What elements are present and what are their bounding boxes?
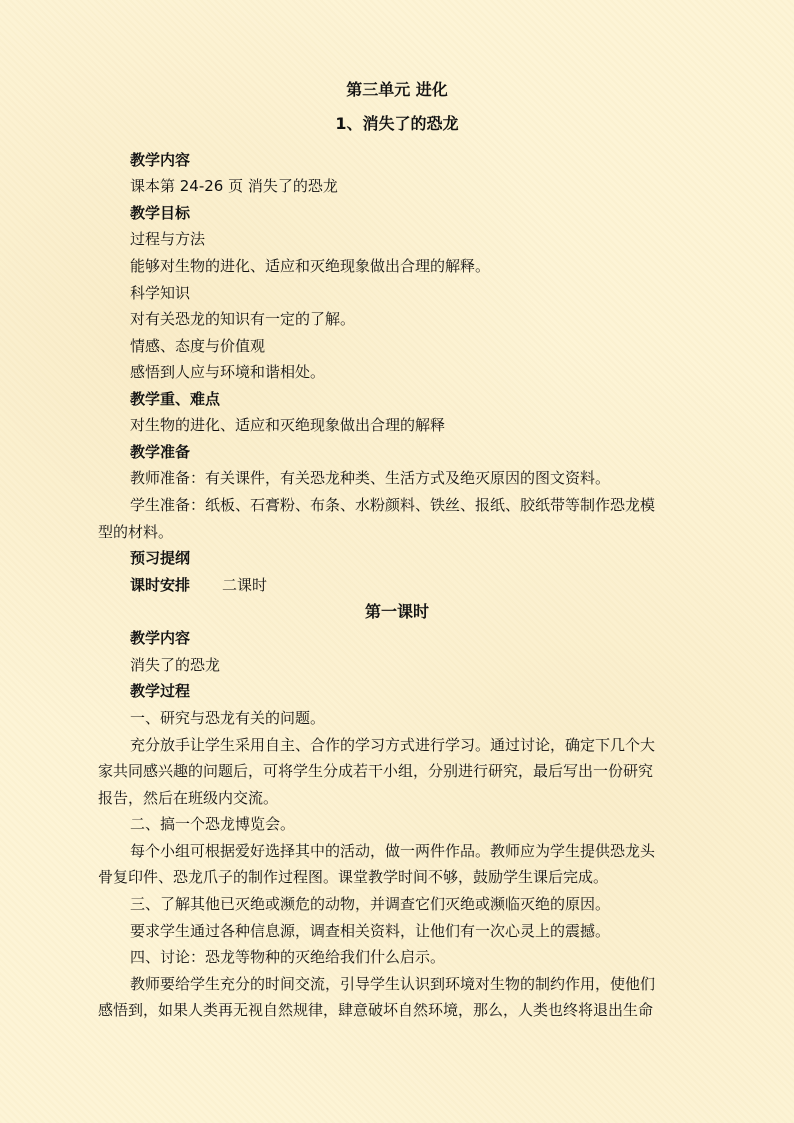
session-content-text: 消失了的恐龙 bbox=[130, 656, 221, 674]
key-points-text: 对生物的进化、适应和灭绝现象做出合理的解释 bbox=[130, 416, 446, 434]
section-heading-preview: 预习提纲 bbox=[130, 549, 191, 567]
section-heading-goals: 教学目标 bbox=[130, 204, 191, 222]
schedule-value: 二课时 bbox=[222, 576, 268, 594]
step-4-title: 四、讨论：恐龙等物种的灭绝给我们什么启示。 bbox=[130, 948, 446, 966]
session-content-heading: 教学内容 bbox=[130, 629, 191, 647]
goal-2-title: 科学知识 bbox=[130, 284, 191, 302]
step-2-paragraph-line-1: 每个小组可根据爱好选择其中的活动，做一两件作品。教师应为学生提供恐龙头 bbox=[130, 842, 656, 860]
step-1-paragraph-line-1: 充分放手让学生采用自主、合作的学习方式进行学习。通过讨论，确定下几个大 bbox=[130, 736, 656, 754]
goal-3-text: 感悟到人应与环境和谐相处。 bbox=[130, 363, 326, 381]
content-text: 课本第 24-26 页 消失了的恐龙 bbox=[130, 177, 338, 195]
step-2-title: 二、搞一个恐龙博览会。 bbox=[130, 815, 296, 833]
prep-student-line-1: 学生准备：纸板、石膏粉、布条、水粉颜料、铁丝、报纸、胶纸带等制作恐龙模 bbox=[130, 496, 656, 514]
step-1-title: 一、研究与恐龙有关的问题。 bbox=[130, 709, 326, 727]
step-2-paragraph-line-2: 骨复印件、恐龙爪子的制作过程图。课堂教学时间不够，鼓励学生课后完成。 bbox=[98, 868, 609, 886]
step-3-paragraph: 要求学生通过各种信息源，调查相关资料，让他们有一次心灵上的震撼。 bbox=[130, 922, 611, 940]
step-1-paragraph-line-3: 报告，然后在班级内交流。 bbox=[98, 789, 279, 807]
schedule-heading: 课时安排 bbox=[130, 576, 191, 594]
step-1-paragraph-line-2: 家共同感兴趣的问题后，可将学生分成若干小组，分别进行研究，最后写出一份研究 bbox=[98, 762, 654, 780]
section-heading-process: 教学过程 bbox=[130, 682, 191, 700]
step-4-paragraph-line-1: 教师要给学生充分的时间交流，引导学生认识到环境对生物的制约作用，使他们 bbox=[130, 975, 656, 993]
goal-3-title: 情感、态度与价值观 bbox=[130, 337, 266, 355]
goal-1-title: 过程与方法 bbox=[130, 230, 206, 248]
session-title: 第一课时 bbox=[364, 602, 429, 621]
section-heading-content: 教学内容 bbox=[130, 151, 191, 169]
prep-student-line-2: 型的材料。 bbox=[98, 523, 174, 541]
schedule-row bbox=[130, 575, 267, 595]
section-heading-preparation: 教学准备 bbox=[130, 443, 191, 461]
goal-1-text: 能够对生物的进化、适应和灭绝现象做出合理的解释。 bbox=[130, 257, 491, 275]
unit-title: 第三单元 进化 bbox=[346, 80, 448, 99]
goal-2-text: 对有关恐龙的知识有一定的了解。 bbox=[130, 310, 356, 328]
step-3-title: 三、了解其他已灭绝或濒危的动物，并调查它们灭绝或濒临灭绝的原因。 bbox=[130, 895, 611, 913]
prep-teacher: 教师准备：有关课件，有关恐龙种类、生活方式及绝灭原因的图文资料。 bbox=[130, 469, 611, 487]
step-4-paragraph-line-2: 感悟到，如果人类再无视自然规律，肆意破坏自然环境，那么，人类也终将退出生命 bbox=[98, 1001, 654, 1019]
lesson-title: 1、消失了的恐龙 bbox=[335, 114, 459, 133]
section-heading-key-points: 教学重、难点 bbox=[130, 390, 221, 408]
